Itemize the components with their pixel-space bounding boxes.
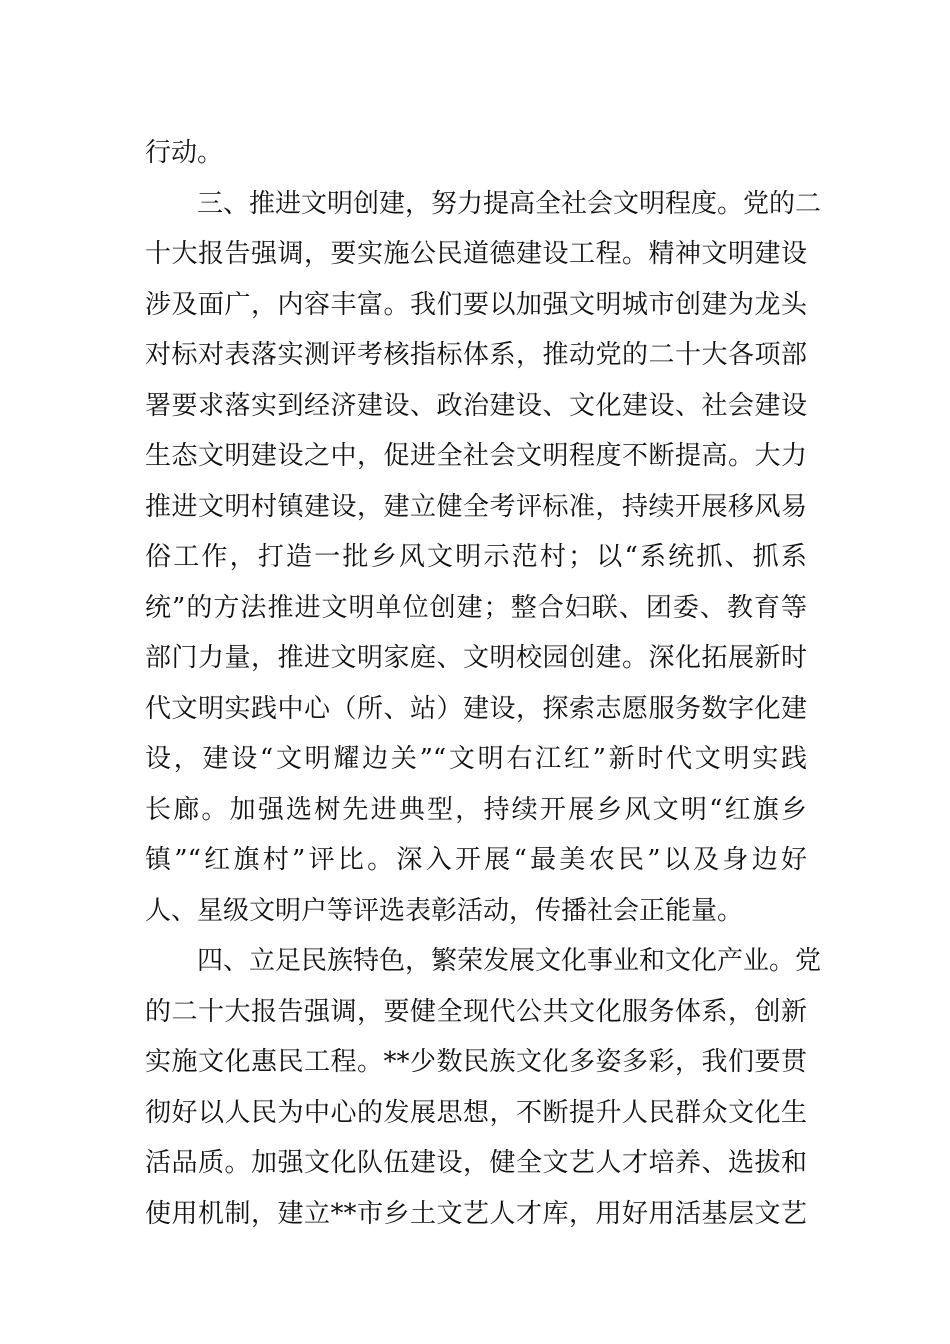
text-line: 实施文化惠民工程。**少数民族文化多姿多彩，我们要贯 [145,1047,807,1077]
text-line: 代文明实践中心（所、站）建设，探索志愿服务数字化建 [145,693,807,724]
text-line: 使用机制，建立**市乡土文艺人才库，用好用活基层文艺 [145,1198,807,1229]
text-line: 彻好以人民为中心的发展思想，不断提升人民群众文化生 [145,1097,807,1128]
paragraph-heading-line: 三、推进文明创建，努力提高全社会文明程度。党的二 [197,188,822,219]
document-body [145,128,822,1239]
text-line: 设，建设“文明耀边关”“文明右江红”新时代文明实践 [145,744,807,774]
text-line: 涉及面广，内容丰富。我们要以加强文明城市创建为龙头 [145,289,807,320]
text-line: 署要求落实到经济建设、政治建设、文化建设、社会建设 [145,390,807,421]
text-line: 行动。 [145,138,224,168]
text-line: 推进文明村镇建设，建立健全考评标准，持续开展移风易 [145,491,807,522]
text-line: 人、星级文明户等评选表彰活动，传播社会正能量。 [145,895,744,926]
text-line: 十大报告强调，要实施公民道德建设工程。精神文明建设 [145,239,807,269]
text-line: 对标对表落实测评考核指标体系，推动党的二十大各项部 [145,340,807,370]
text-line: 部门力量，推进文明家庭、文明校园创建。深化拓展新时 [145,643,807,673]
text-line: 俗工作，打造一批乡风文明示范村；以“系统抓、抓系 [145,542,807,572]
text-line: 的二十大报告强调，要健全现代公共文化服务体系，创新 [145,996,807,1027]
text-line: 统”的方法推进文明单位创建；整合妇联、团委、教育等 [145,592,807,623]
text-line: 镇”“红旗村”评比。深入开展“最美农民”以及身边好 [145,845,807,875]
text-line: 活品质。加强文化队伍建设，健全文艺人才培养、选拔和 [145,1148,807,1178]
paragraph-heading-line: 四、立足民族特色，繁荣发展文化事业和文化产业。党 [197,946,822,976]
text-line: 长廊。加强选树先进典型，持续开展乡风文明“红旗乡 [145,794,807,825]
text-line: 生态文明建设之中，促进全社会文明程度不断提高。大力 [145,441,807,471]
